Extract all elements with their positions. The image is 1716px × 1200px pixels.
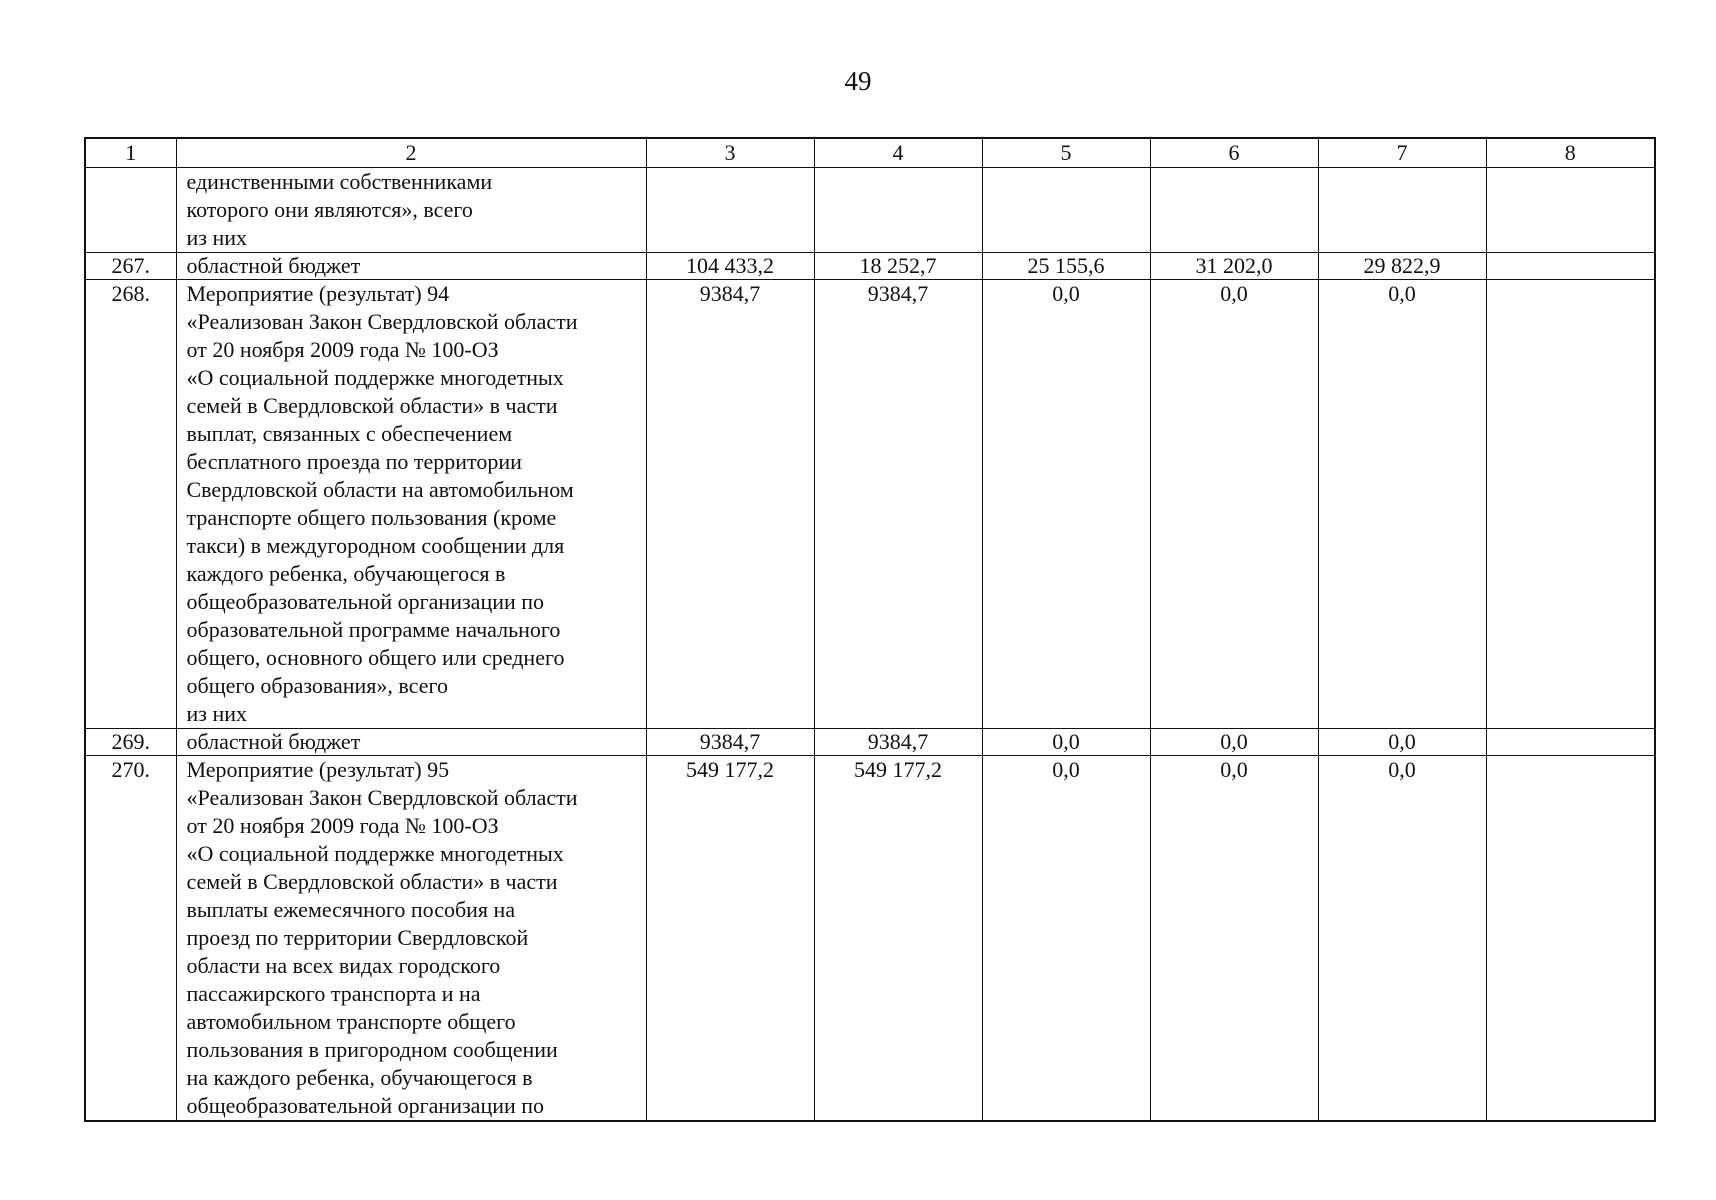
table-row — [85, 168, 1655, 253]
description-line: «О социальной поддержке многодетных — [186, 365, 564, 390]
value-col-8 — [1486, 280, 1655, 729]
row-description — [176, 756, 646, 1122]
description-line: на каждого ребенка, обучающегося в — [186, 1065, 533, 1090]
value-col-4 — [814, 168, 982, 253]
column-header: 2 — [176, 138, 646, 168]
description-line: образовательной программе начального — [186, 617, 561, 642]
description-line: такси) в междугородном сообщении для — [186, 533, 565, 558]
value-col-8 — [1486, 729, 1655, 756]
description-line: «Реализован Закон Свердловской области — [186, 785, 578, 810]
value-col-3: 9384,7 — [646, 729, 814, 756]
value-col-6: 0,0 — [1150, 756, 1318, 1122]
value-col-6: 0,0 — [1150, 729, 1318, 756]
description-line: «О социальной поддержке многодетных — [186, 841, 564, 866]
value-col-5: 0,0 — [982, 280, 1150, 729]
value-col-3: 104 433,2 — [646, 253, 814, 280]
description-line: общеобразовательной организации по — [186, 1093, 545, 1118]
description-line: «Реализован Закон Свердловской области — [186, 309, 578, 334]
description-line: от 20 ноября 2009 года № 100-ОЗ — [186, 337, 499, 362]
row-number: 269. — [85, 729, 176, 756]
row-number: 270. — [85, 756, 176, 1122]
description-line: от 20 ноября 2009 года № 100-ОЗ — [186, 813, 499, 838]
value-col-7: 0,0 — [1318, 729, 1486, 756]
value-col-5: 0,0 — [982, 729, 1150, 756]
row-description — [176, 280, 646, 729]
description-line: единственными собственниками — [186, 169, 493, 194]
row-number: 268. — [85, 280, 176, 729]
description-line: проезд по территории Свердловской — [186, 925, 529, 950]
description-line: автомобильном транспорте общего — [186, 1009, 516, 1034]
description-line: бесплатного проезда по территории — [186, 449, 522, 474]
row-number — [85, 168, 176, 253]
value-col-3: 549 177,2 — [646, 756, 814, 1122]
description-line: общего образования», всего — [186, 673, 448, 698]
value-col-5 — [982, 168, 1150, 253]
value-col-4: 549 177,2 — [814, 756, 982, 1122]
value-col-4: 18 252,7 — [814, 253, 982, 280]
description-line: пассажирского транспорта и на — [186, 981, 481, 1006]
value-col-3: 9384,7 — [646, 280, 814, 729]
value-col-4: 9384,7 — [814, 729, 982, 756]
column-header: 3 — [646, 138, 814, 168]
row-description — [176, 168, 646, 253]
column-number-row — [85, 138, 1655, 168]
value-col-8 — [1486, 756, 1655, 1122]
value-col-6 — [1150, 168, 1318, 253]
description-line: семей в Свердловской области» в части — [186, 869, 558, 894]
description-line: из них — [186, 701, 248, 726]
description-line: области на всех видах городского — [186, 953, 501, 978]
table-row — [85, 253, 1655, 280]
value-col-7: 29 822,9 — [1318, 253, 1486, 280]
table-row — [85, 756, 1655, 1122]
value-col-7: 0,0 — [1318, 756, 1486, 1122]
description-line: общего, основного общего или среднего — [186, 645, 565, 670]
table-row — [85, 280, 1655, 729]
value-col-4: 9384,7 — [814, 280, 982, 729]
value-col-3 — [646, 168, 814, 253]
value-col-5: 25 155,6 — [982, 253, 1150, 280]
value-col-6: 31 202,0 — [1150, 253, 1318, 280]
description-line: Мероприятие (результат) 94 — [186, 281, 450, 306]
value-col-7: 0,0 — [1318, 280, 1486, 729]
value-col-8 — [1486, 253, 1655, 280]
description-line: семей в Свердловской области» в части — [186, 393, 558, 418]
value-col-5: 0,0 — [982, 756, 1150, 1122]
description-line: выплаты ежемесячного пособия на — [186, 897, 516, 922]
description-line: Свердловской области на автомобильном — [186, 477, 574, 502]
description-line: транспорте общего пользования (кроме — [186, 505, 557, 530]
table-row — [85, 729, 1655, 756]
value-col-6: 0,0 — [1150, 280, 1318, 729]
description-line: выплат, связанных с обеспечением — [186, 421, 513, 446]
column-header: 1 — [85, 138, 176, 168]
description-line: каждого ребенка, обучающегося в — [186, 561, 506, 586]
description-line: из них — [186, 225, 248, 250]
value-col-8 — [1486, 168, 1655, 253]
row-description: областной бюджет — [176, 253, 646, 280]
description-line: Мероприятие (результат) 95 — [186, 757, 450, 782]
column-header: 8 — [1486, 138, 1655, 168]
description-line: пользования в пригородном сообщении — [186, 1037, 558, 1062]
column-header: 4 — [814, 138, 982, 168]
row-number: 267. — [85, 253, 176, 280]
row-description: областной бюджет — [176, 729, 646, 756]
description-line: общеобразовательной организации по — [186, 589, 545, 614]
value-col-7 — [1318, 168, 1486, 253]
column-header: 5 — [982, 138, 1150, 168]
description-line: которого они являются», всего — [186, 197, 473, 222]
page-number: 49 — [844, 66, 872, 96]
column-header: 6 — [1150, 138, 1318, 168]
column-header: 7 — [1318, 138, 1486, 168]
budget-table — [84, 137, 1656, 1122]
